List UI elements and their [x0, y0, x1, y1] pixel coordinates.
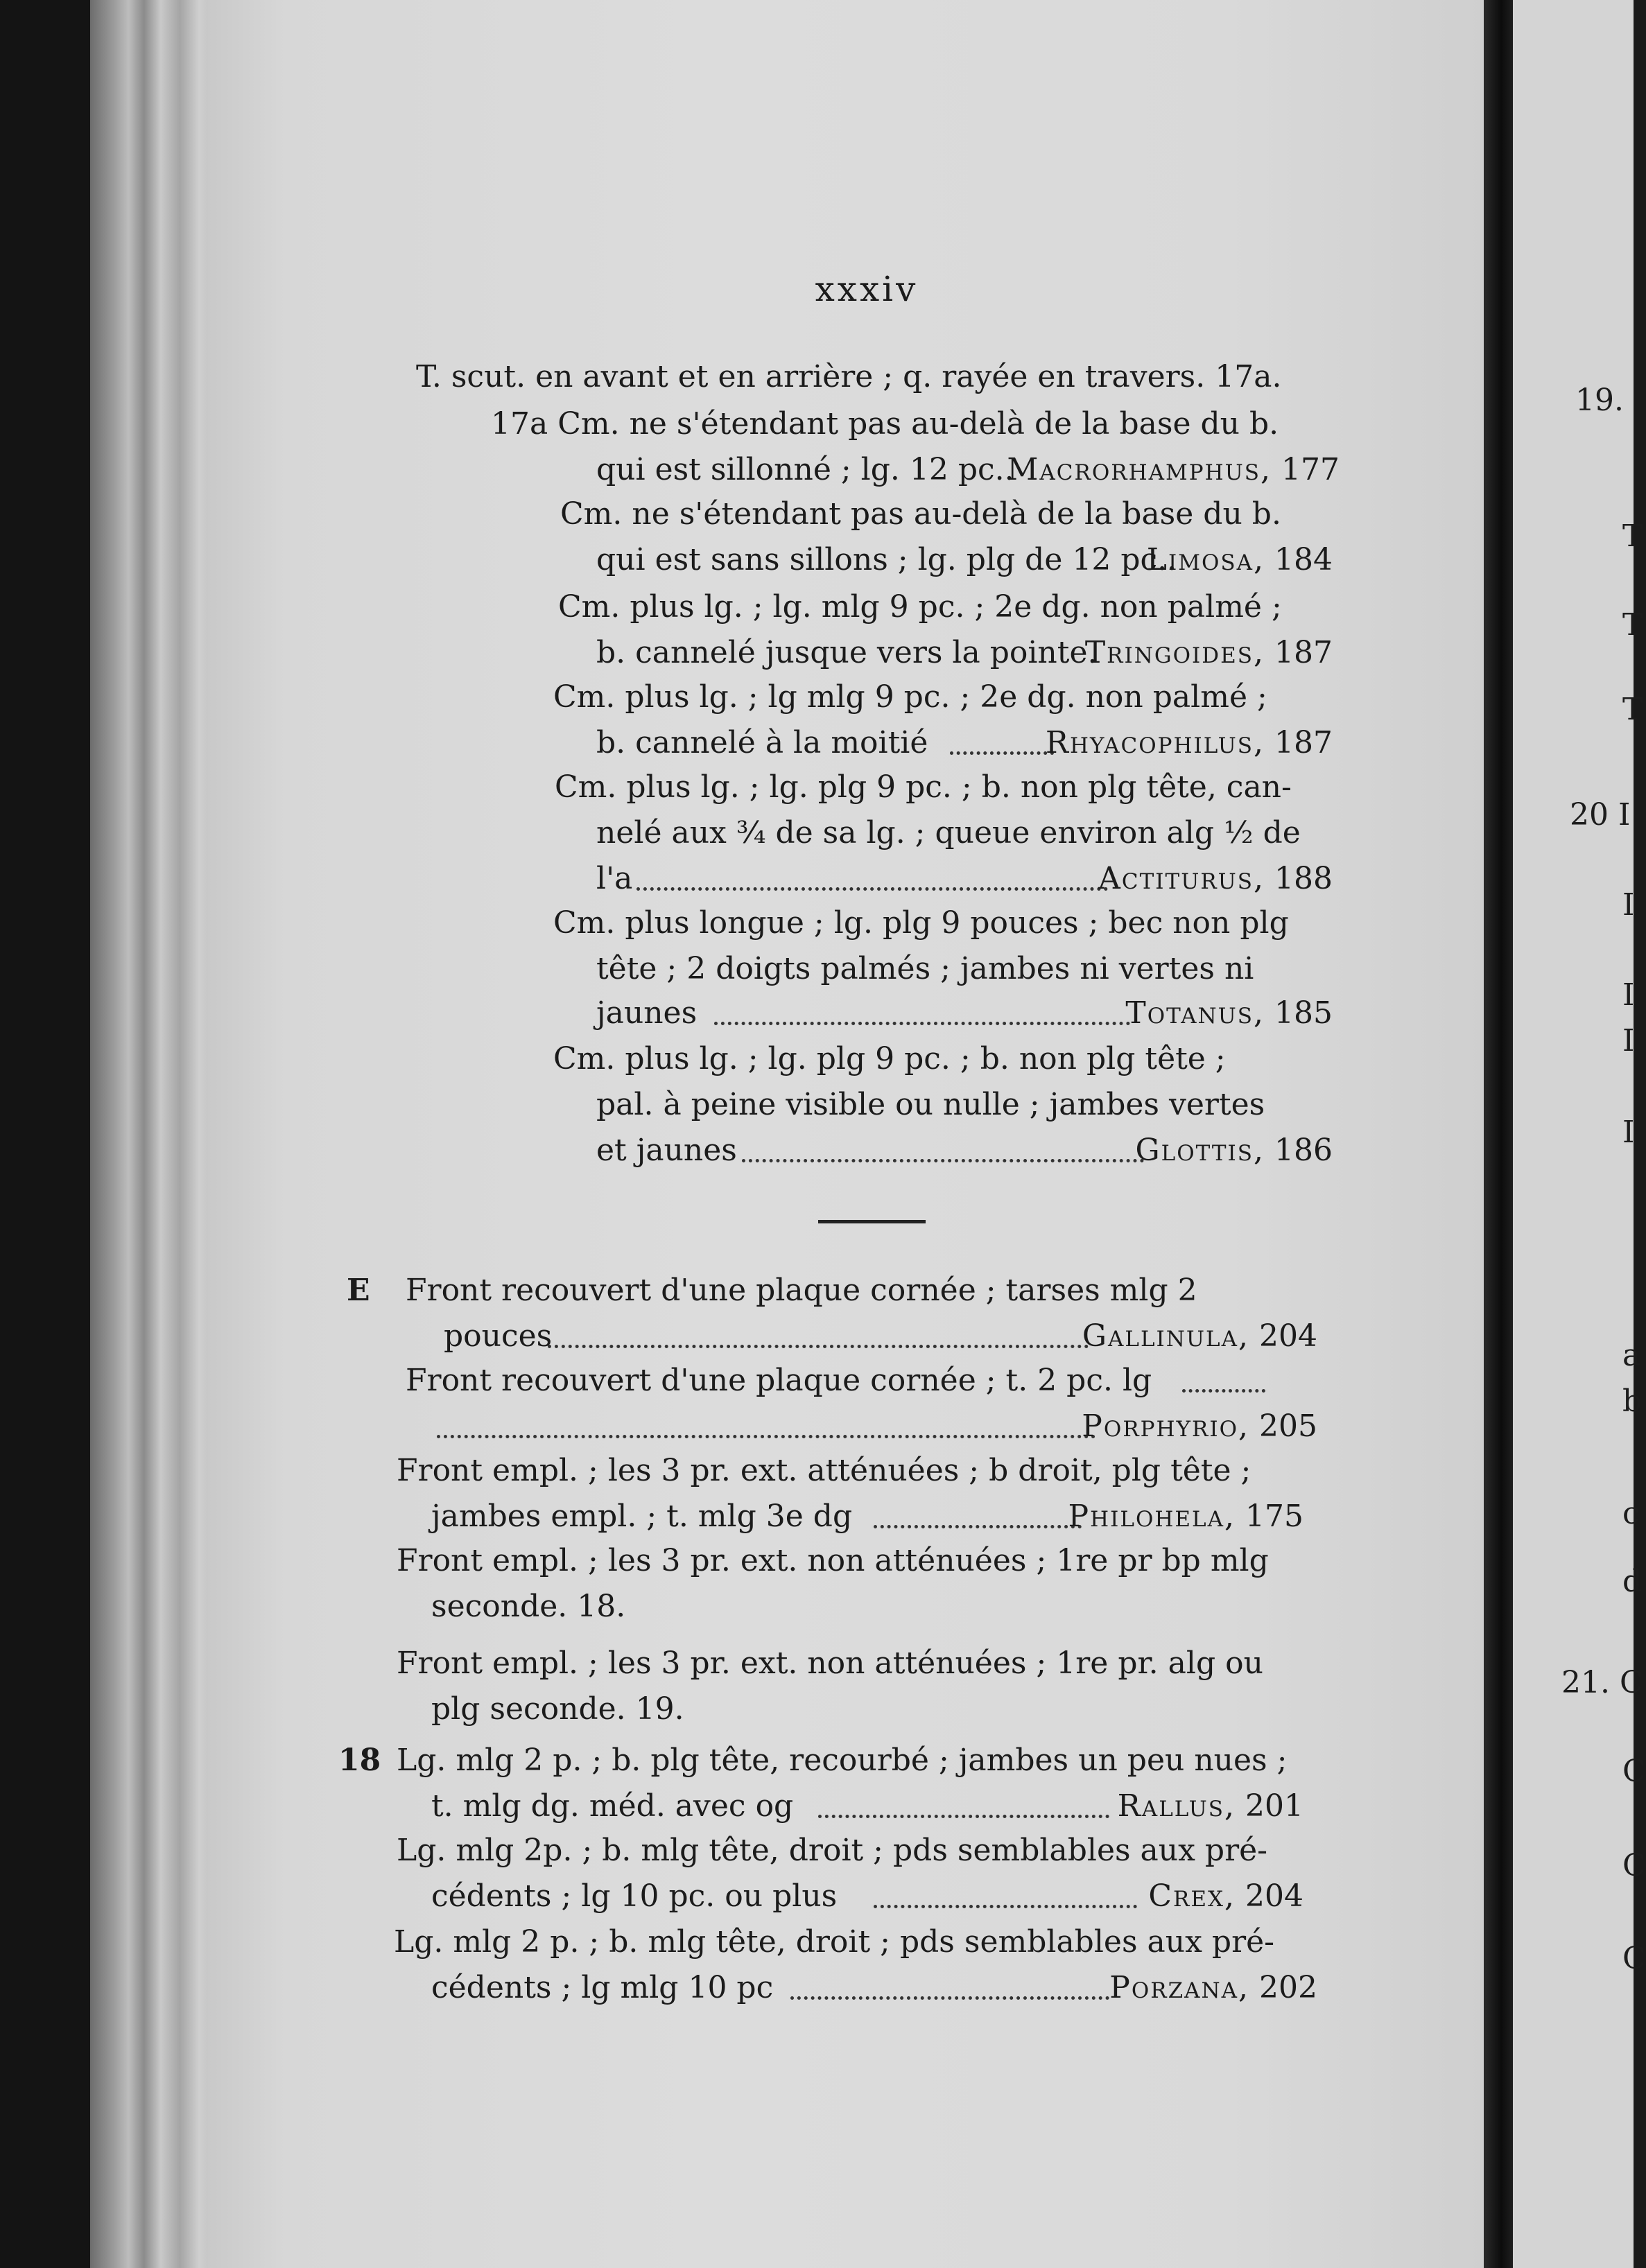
genus-name: Porphyrio,	[1082, 1408, 1250, 1444]
fragment: c	[1622, 1496, 1640, 1531]
leader-dots	[950, 751, 1054, 755]
fragment: T	[1622, 692, 1643, 727]
fragment: b	[1622, 1384, 1643, 1419]
page-number: 204	[1245, 1878, 1303, 1914]
page-number: 187	[1274, 635, 1333, 670]
page-number: 185	[1274, 995, 1333, 1031]
actiturus-line3: l'a	[596, 861, 633, 896]
gallinula-line1: Front recouvert d'une plaque cornée ; tarses mlg 2	[406, 1273, 1197, 1308]
page-number: 202	[1259, 1970, 1317, 2005]
section-t-heading: T. scut. en avant et en arrière ; q. rayée en travers. 17a.	[416, 359, 1282, 394]
rhyacophilus-ref	[1046, 724, 1333, 762]
leader-dots	[548, 1345, 1089, 1348]
page-number: 175	[1245, 1499, 1303, 1534]
fragment: T	[1622, 607, 1643, 643]
leader-dots	[1182, 1389, 1265, 1393]
fragment: C	[1622, 1941, 1646, 1976]
genus-name: Porzana,	[1109, 1970, 1250, 2005]
actiturus-line1: Cm. plus lg. ; lg. plg 9 pc. ; b. non plg tête, can-	[555, 769, 1292, 805]
totanus-line2: tête ; 2 doigts palmés ; jambes ni vertes ni	[596, 951, 1254, 986]
totanus-line3: jaunes	[596, 995, 698, 1031]
fragment: I	[1622, 1023, 1635, 1058]
genus-name: Tringoides,	[1084, 635, 1265, 670]
fragment: 19.	[1575, 383, 1624, 418]
genus-name: Actiturus,	[1098, 861, 1265, 896]
leader-dots	[437, 1435, 1095, 1438]
fragment: C	[1622, 1754, 1646, 1789]
philohela-ref	[1068, 1497, 1304, 1536]
e19-line1: Front empl. ; les 3 pr. ext. non atténuées ; 1re pr. alg ou	[397, 1646, 1263, 1681]
porzana-ref	[1109, 1969, 1317, 2007]
genus-name: Glottis,	[1135, 1133, 1265, 1168]
genus-name: Totanus,	[1125, 995, 1265, 1031]
e18-line1: Front empl. ; les 3 pr. ext. non atténuées ; 1re pr bp mlg	[397, 1543, 1269, 1578]
porzana-line2: cédents ; lg mlg 10 pc	[431, 1970, 774, 2005]
genus-name: Philohela,	[1068, 1499, 1236, 1534]
section-18-marker: 18	[338, 1743, 381, 1778]
leader-dots	[818, 1815, 1109, 1818]
genus-name: Macrorhamphus,	[1007, 452, 1272, 487]
leader-dots	[714, 1022, 1130, 1025]
page-edges	[90, 0, 218, 2268]
page-number: 186	[1274, 1133, 1333, 1168]
genus-name: Limosa,	[1146, 542, 1265, 577]
section-e-marker: E	[347, 1273, 370, 1308]
book-page	[208, 0, 1484, 2268]
section-divider	[818, 1220, 926, 1223]
leader-dots	[742, 1159, 1144, 1162]
crex-line2: cédents ; lg 10 pc. ou plus	[431, 1878, 838, 1914]
page-header: xxxiv	[815, 269, 919, 309]
page-number: 204	[1259, 1318, 1317, 1354]
glottis-line2: pal. à peine visible ou nulle ; jambes vertes	[596, 1087, 1265, 1122]
philohela-line1: Front empl. ; les 3 pr. ext. atténuées ; b droit, plg tête ;	[397, 1453, 1251, 1488]
rallus-line1: Lg. mlg 2 p. ; b. plg tête, recourbé ; jambes un peu nues ;	[397, 1743, 1288, 1778]
facing-page-edge	[1513, 0, 1646, 2268]
fragment: I	[1622, 887, 1635, 923]
macrorhamphus-line2: qui est sillonné ; lg. 12 pc..	[596, 452, 1014, 487]
crex-ref	[1148, 1877, 1303, 1916]
page-number: 201	[1245, 1788, 1303, 1824]
totanus-line1: Cm. plus longue ; lg. plg 9 pouces ; bec non plg	[553, 905, 1289, 941]
genus-name: Rallus,	[1117, 1788, 1236, 1824]
fragment: d	[1622, 1564, 1643, 1599]
actiturus-line2: nelé aux ¾ de sa lg. ; queue environ alg ½ de	[596, 815, 1301, 850]
rallus-ref	[1118, 1787, 1303, 1826]
book-gutter	[1484, 0, 1513, 2268]
page-number: 205	[1259, 1408, 1317, 1444]
limosa-line1: Cm. ne s'étendant pas au-delà de la base du b.	[560, 496, 1281, 532]
totanus-ref	[1125, 994, 1333, 1033]
page-number: 187	[1274, 725, 1333, 760]
gallinula-line2: pouces	[444, 1318, 553, 1354]
glottis-line3: et jaunes	[596, 1133, 737, 1168]
rallus-line2: t. mlg dg. méd. avec og	[431, 1788, 794, 1824]
actiturus-ref	[1098, 860, 1333, 898]
leader-dots	[874, 1525, 1082, 1528]
page-number: 184	[1274, 542, 1333, 577]
porzana-line1: Lg. mlg 2 p. ; b. mlg tête, droit ; pds semblables aux pré-	[394, 1924, 1275, 1960]
limosa-line2: qui est sans sillons ; lg. plg de 12 pc..	[596, 542, 1177, 577]
limosa-ref	[1147, 541, 1333, 579]
rhyacophilus-line1: Cm. plus lg. ; lg mlg 9 pc. ; 2e dg. non palmé ;	[553, 679, 1267, 715]
glottis-ref	[1135, 1131, 1333, 1170]
e18-line2: seconde. 18.	[431, 1589, 626, 1624]
e19-line2: plg seconde. 19.	[431, 1691, 684, 1727]
fragment: T	[1622, 518, 1643, 554]
porphyrio-line1: Front recouvert d'une plaque cornée ; t. 2 pc. lg	[406, 1363, 1152, 1398]
fragment: a	[1622, 1338, 1641, 1373]
tringoides-line1: Cm. plus lg. ; lg. mlg 9 pc. ; 2e dg. non palmé ;	[558, 589, 1282, 625]
fragment: I	[1622, 977, 1635, 1013]
leader-dots	[790, 1996, 1109, 2000]
fragment: C	[1622, 1848, 1646, 1883]
tringoides-ref	[1085, 634, 1333, 672]
macrorhamphus-line1: 17a Cm. ne s'étendant pas au-delà de la base du b.	[491, 406, 1279, 442]
tringoides-line2: b. cannelé jusque vers la pointe.	[596, 635, 1098, 670]
fragment: 21. C	[1561, 1665, 1643, 1700]
fragment: I	[1622, 1115, 1635, 1150]
genus-name: Gallinula,	[1082, 1318, 1250, 1354]
genus-name: Crex,	[1148, 1878, 1236, 1914]
page-number: 177	[1281, 452, 1340, 487]
leader-dots	[874, 1905, 1137, 1908]
leader-dots	[636, 887, 1108, 891]
porphyrio-ref	[1082, 1407, 1317, 1446]
gallinula-ref	[1082, 1317, 1317, 1356]
glottis-line1: Cm. plus lg. ; lg. plg 9 pc. ; b. non plg tête ;	[553, 1041, 1226, 1076]
macrorhamphus-ref	[1007, 451, 1340, 489]
philohela-line2: jambes empl. ; t. mlg 3e dg	[431, 1499, 853, 1534]
page-number: 188	[1274, 861, 1333, 896]
rhyacophilus-line2: b. cannelé à la moitié	[596, 725, 928, 760]
fragment: 20 I	[1570, 797, 1631, 832]
genus-name: Rhyacophilus,	[1045, 725, 1265, 760]
crex-line1: Lg. mlg 2p. ; b. mlg tête, droit ; pds semblables aux pré-	[397, 1833, 1268, 1868]
